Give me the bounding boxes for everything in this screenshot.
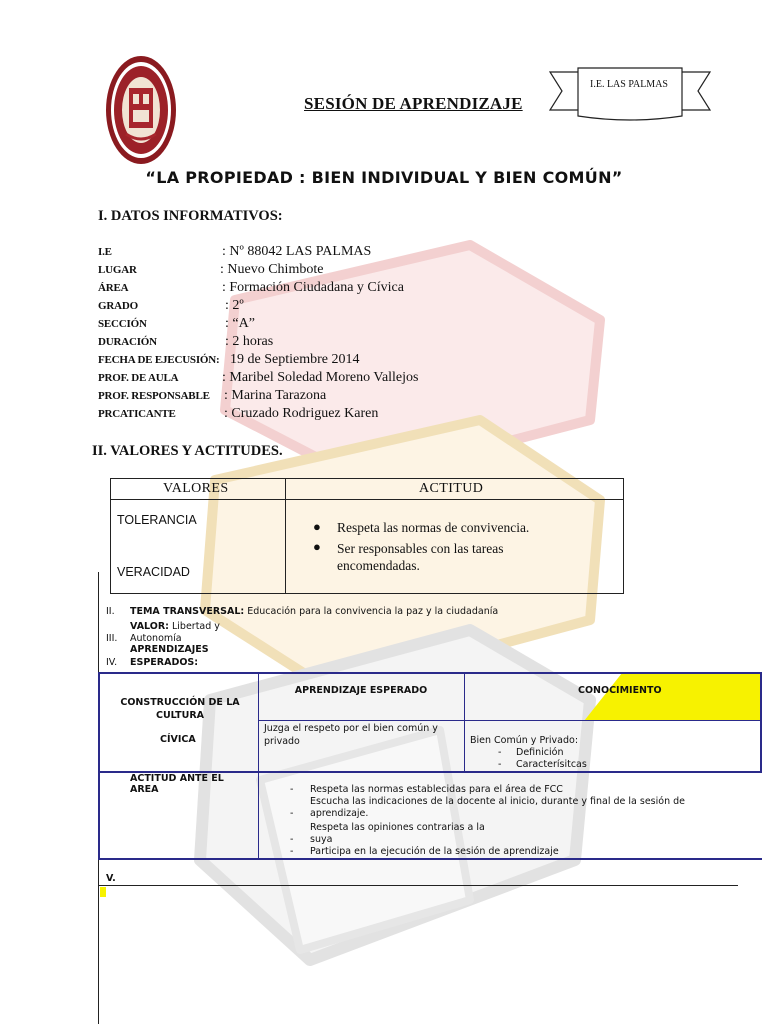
info-row	[98, 370, 658, 388]
cell-civica: CÍVICA	[160, 734, 196, 745]
info-label: GRADO	[98, 300, 138, 312]
header-aprendizaje-esperado: APRENDIZAJE ESPERADO	[294, 685, 428, 696]
info-label: ÁREA	[98, 282, 129, 294]
info-value: : Cruzado Rodriguez Karen	[224, 406, 379, 421]
section-valores-heading: II. VALORES Y ACTITUDES.	[92, 443, 283, 459]
scroll-banner	[548, 66, 712, 124]
grid-border	[258, 720, 762, 721]
conocimiento-item: Definición	[516, 747, 564, 758]
main-title: “LA PROPIEDAD : BIEN INDIVIDUAL Y BIEN COMÚN”	[145, 168, 623, 187]
dash-icon: -	[290, 808, 294, 819]
aprendizajes-grid	[98, 672, 762, 860]
autonomia-text: Autonomía	[130, 633, 182, 644]
info-label: PROF. DE AULA	[98, 372, 179, 384]
dash-icon: -	[498, 747, 502, 758]
info-row	[98, 262, 658, 280]
info-row	[98, 406, 658, 424]
actitud-area-item: Escucha las indicaciones de la docente al inicio, durante y final de la sesión de	[310, 796, 685, 807]
info-row	[98, 280, 658, 298]
bullet-icon: ●	[313, 519, 321, 534]
section-datos-heading: I. DATOS INFORMATIVOS:	[98, 208, 283, 224]
document-title: SESIÓN DE APRENDIZAJE	[304, 94, 523, 113]
actitud-area-item: Respeta las opiniones contrarias a la	[310, 822, 485, 833]
valor-value: Libertad y	[168, 621, 220, 632]
grid-border	[464, 672, 465, 772]
cell-conocimiento-title: Bien Común y Privado:	[470, 735, 579, 746]
column-header-actitud: ACTITUD	[419, 481, 484, 496]
info-value: : Nuevo Chimbote	[220, 262, 324, 277]
valores-table	[110, 478, 624, 594]
cell-construccion: CONSTRUCCIÓN DE LA CULTURA	[120, 697, 240, 721]
info-label: PROF. RESPONSABLE	[98, 390, 210, 402]
valor-line	[130, 621, 220, 632]
info-label: DURACIÓN	[98, 336, 157, 348]
header-conocimiento: CONOCIMIENTO	[578, 685, 662, 696]
cell-actitud-label: ACTITUD ANTE EL AREA	[130, 773, 224, 795]
grid-border	[98, 672, 100, 860]
actitud-item: Respeta las normas de convivencia.	[337, 520, 530, 535]
dash-icon: -	[290, 846, 294, 857]
valor-label: VALOR:	[130, 621, 169, 632]
column-header-valores: VALORES	[163, 481, 229, 496]
tema-transversal	[130, 606, 498, 617]
university-seal-logo	[104, 54, 178, 166]
info-row	[98, 334, 658, 352]
info-value: : Marina Tarazona	[224, 388, 327, 403]
section-v-number: V.	[106, 873, 116, 884]
info-value: : Maribel Soledad Moreno Vallejos	[222, 370, 419, 385]
info-row	[98, 298, 658, 316]
grid-border	[98, 858, 762, 860]
valor-item: TOLERANCIA	[117, 513, 197, 527]
grid-border	[258, 672, 259, 860]
info-value: : 2 horas	[225, 334, 274, 349]
grid-border	[98, 672, 762, 674]
valor-item: VERACIDAD	[117, 565, 190, 579]
info-value: : 2º	[225, 298, 244, 313]
actitud-area-item: Participa en la ejecución de la sesión de aprendizaje	[310, 846, 559, 857]
esperados-label: ESPERADOS:	[130, 657, 199, 668]
dash-icon: -	[290, 834, 294, 845]
actitud-area-item: Respeta las normas establecidas para el área de FCC	[310, 784, 563, 795]
info-value: : Formación Ciudadana y Cívica	[222, 280, 404, 295]
info-label: PRCATICANTE	[98, 408, 176, 420]
highlight-shape	[584, 673, 760, 721]
info-row	[98, 352, 658, 370]
actitud-item: Ser responsables con las tareas encomendadas.	[337, 541, 504, 573]
bullet-icon: ●	[313, 539, 321, 554]
list-number: II.	[106, 606, 115, 617]
cell-aprendizaje-text: Juzga el respeto por el bien común y privado	[264, 723, 438, 747]
conocimiento-item: Caracterísitcas	[516, 759, 587, 770]
dash-icon: -	[290, 784, 294, 795]
section-v-rule	[98, 885, 738, 886]
tema-value: Educación para la convivencia la paz y la ciudadanía	[244, 606, 499, 617]
table-divider	[111, 499, 623, 500]
info-label: LUGAR	[98, 264, 137, 276]
info-row	[98, 388, 658, 406]
info-row	[98, 244, 658, 262]
list-number: III.	[106, 633, 118, 644]
info-label: FECHA DE EJECUSIÓN:	[98, 354, 220, 366]
actitud-area-item: suya	[310, 834, 333, 845]
info-value: : Nº 88042 LAS PALMAS	[222, 244, 372, 259]
dash-icon: -	[498, 759, 502, 770]
grid-border	[760, 672, 762, 772]
info-row	[98, 316, 658, 334]
info-label: I.E	[98, 246, 112, 258]
table-divider	[285, 479, 286, 593]
info-value: 19 de Septiembre 2014	[230, 352, 360, 367]
highlight-mark	[100, 887, 106, 897]
actitud-area-item: aprendizaje.	[310, 808, 369, 819]
info-label: SECCIÓN	[98, 318, 147, 330]
list-number: IV.	[106, 657, 118, 668]
info-value: : “A”	[225, 316, 255, 331]
aprendizajes-label: APRENDIZAJES	[130, 644, 209, 655]
banner-text: I.E. LAS PALMAS	[590, 79, 668, 90]
tema-label: TEMA TRANSVERSAL:	[130, 606, 245, 617]
